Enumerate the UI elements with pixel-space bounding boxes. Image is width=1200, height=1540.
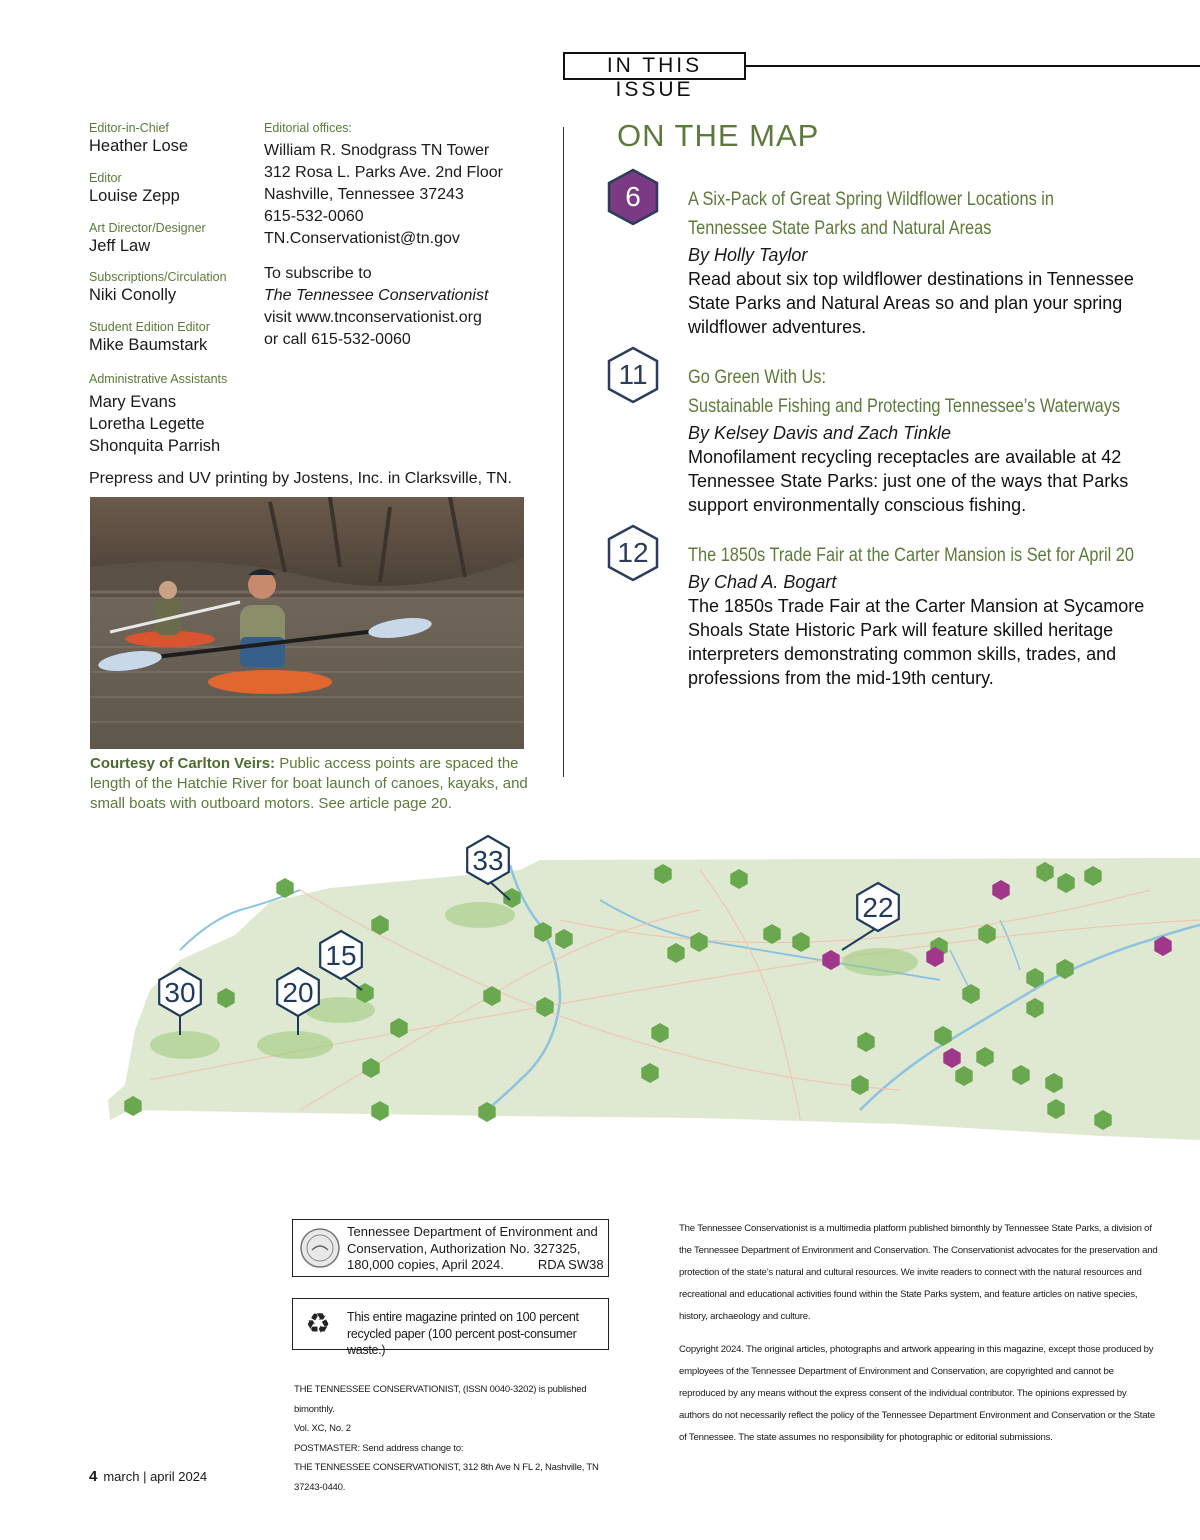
- page-badge-number: 12: [617, 537, 649, 568]
- authorization-line: Tennessee Department of Environment and: [347, 1224, 598, 1239]
- subscribe-phone: or call 615-532-0060: [264, 331, 411, 348]
- offices-email[interactable]: TN.Conservationist@tn.gov: [264, 230, 460, 247]
- masthead-role: Student Edition Editor: [89, 320, 210, 334]
- masthead-subscriptions: [89, 270, 227, 305]
- article-author: By Chad A. Bogart: [688, 572, 837, 592]
- authorization-box: [292, 1219, 609, 1277]
- subscribe-title: The Tennessee Conservationist: [264, 287, 489, 304]
- article-title[interactable]: [688, 185, 1157, 243]
- article-wildflowers: [688, 185, 1158, 339]
- section-label: IN THIS ISSUE: [563, 52, 746, 80]
- article-title-line: Go Green With Us:: [688, 367, 827, 388]
- authorization-line: 180,000 copies, April 2024.: [347, 1257, 504, 1272]
- postal-line: POSTMASTER: Send address change to:: [294, 1442, 464, 1454]
- recycled-text: [347, 1309, 607, 1359]
- offices-line: William R. Snodgrass TN Tower: [264, 142, 490, 159]
- masthead-name: Jeff Law: [89, 237, 151, 255]
- copyright-paragraph: Copyright 2024. The original articles, photographs and artwork appearing in this magazine, except those produced by employees of the Tennessee Department of Environment and Conservation, are copyrighted and cannot be reproduced by any means without the express consent of the individual contributor. The opinions expressed by authors do not necessarily reflect the policy of the Tennessee Department Environment and Conservation or the State of Tennessee. The state assumes no responsibility for photographic or editorial submissions.: [679, 1344, 1155, 1443]
- page-badge-11[interactable]: [607, 346, 659, 404]
- tennessee-map: [0, 830, 1200, 1140]
- article-title[interactable]: [688, 363, 1157, 421]
- masthead-name: Mike Baumstark: [89, 336, 208, 354]
- about-paragraph: The Tennessee Conservationist is a multimedia platform published bimonthly by Tennessee State Parks, a division of the Tennessee Department of Environment and Conservation. The Conservationist advocates for the preservation and protection of the state’s natural and cultural resources. We invite readers to connect with the natural resources and recreational and educational activities found within the State Parks system, and feature articles on native species, history, archaeology and culture.: [679, 1223, 1158, 1322]
- page-badge-number: 6: [625, 181, 641, 212]
- recycle-icon: ♻: [305, 1308, 331, 1339]
- offices-phone: 615-532-0060: [264, 208, 364, 225]
- masthead-student-editor: [89, 320, 210, 355]
- kayak-photo: [90, 497, 524, 749]
- article-title[interactable]: [688, 541, 1157, 570]
- masthead-editor-in-chief: [89, 121, 188, 156]
- park-marker-icon[interactable]: [276, 878, 293, 898]
- photo-caption-text: Public access points are spaced the length of the Hatchie River for boat launch of canoes, kayaks, and small boats with outboard motors. See article page 20.: [90, 755, 528, 812]
- state-seal-icon: [300, 1228, 340, 1268]
- photo-caption: [90, 754, 540, 814]
- postal-line: THE TENNESSEE CONSERVATIONIST, (ISSN 0040-3202) is published bimonthly.: [294, 1384, 587, 1415]
- subscribe-web[interactable]: visit www.tnconservationist.org: [264, 309, 482, 326]
- masthead-art-director: [89, 221, 206, 256]
- postal-line: THE TENNESSEE CONSERVATIONIST, 312 8th Ave N FL 2, Nashville, TN 37243-0440.: [294, 1462, 599, 1493]
- recycled-line: recycled paper (100 percent post-consumer waste.): [347, 1326, 577, 1357]
- article-title-line: Sustainable Fishing and Protecting Tennessee’s Waterways: [688, 396, 1121, 417]
- subscribe-intro: To subscribe to: [264, 265, 372, 282]
- article-trade-fair: [688, 541, 1158, 690]
- page-badge-6[interactable]: [607, 168, 659, 226]
- masthead-name: Heather Lose: [89, 137, 189, 155]
- recycled-paper-box: [292, 1298, 609, 1357]
- article-author: By Holly Taylor: [688, 245, 808, 265]
- masthead-name: Louise Zepp: [89, 187, 180, 205]
- recycled-line: This entire magazine printed on 100 percent: [347, 1310, 579, 1324]
- callout-page-number: 30: [164, 977, 196, 1008]
- postal-line: Vol. XC, No. 2: [294, 1423, 351, 1434]
- masthead-role: Administrative Assistants: [89, 372, 228, 386]
- article-go-green: [688, 363, 1158, 517]
- callout-page-number: 22: [862, 892, 894, 923]
- page-number: 4: [89, 1468, 98, 1485]
- article-summary: Read about six top wildflower destinations in Tennessee State Parks and Natural Areas so and plan your spring wildflower adventures.: [688, 269, 1134, 337]
- article-summary: The 1850s Trade Fair at the Carter Mansion at Sycamore Shoals State Historic Park will feature skilled heritage interpreters demonstrating common skills, trades, and professions from the mid-19th century.: [688, 596, 1145, 688]
- photo-credit: Courtesy of Carlton Veirs:: [90, 755, 276, 772]
- masthead-editor: [89, 171, 180, 206]
- article-title-line: Tennessee State Parks and Natural Areas: [688, 218, 992, 239]
- masthead-name: Shonquita Parrish: [89, 437, 221, 455]
- article-title-line: A Six-Pack of Great Spring Wildflower Locations in: [688, 189, 1054, 210]
- offices-line: 312 Rosa L. Parks Ave. 2nd Floor: [264, 164, 503, 181]
- postal-notice: [294, 1380, 624, 1497]
- page-folio: [89, 1468, 207, 1485]
- offices-line: Nashville, Tennessee 37243: [264, 186, 464, 203]
- callout-page-number: 33: [472, 845, 504, 876]
- page-badge-12[interactable]: [607, 524, 659, 582]
- offices-label: Editorial offices:: [264, 121, 353, 135]
- prepress-note: Prepress and UV printing by Jostens, Inc. in Clarksville, TN.: [89, 470, 512, 487]
- masthead-admin-assistants: [89, 372, 227, 457]
- masthead-name: Loretha Legette: [89, 415, 205, 433]
- masthead-role: Subscriptions/Circulation: [89, 270, 227, 284]
- masthead-role: Art Director/Designer: [89, 221, 206, 235]
- column-divider: [563, 127, 564, 777]
- authorization-line: Conservation, Authorization No. 327325,: [347, 1240, 581, 1256]
- callout-page-number: 20: [282, 977, 314, 1008]
- authorization-text: [347, 1224, 607, 1274]
- masthead-role: Editor-in-Chief: [89, 121, 169, 135]
- masthead-name: Niki Conolly: [89, 286, 177, 304]
- masthead-name: Mary Evans: [89, 393, 177, 411]
- masthead-role: Editor: [89, 171, 122, 185]
- header-rule: [745, 65, 1200, 67]
- on-the-map-heading: ON THE MAP: [617, 118, 820, 153]
- rda-code: RDA SW38: [537, 1257, 604, 1272]
- editorial-offices: [264, 121, 554, 351]
- article-summary: Monofilament recycling receptacles are available at 42 Tennessee State Parks: just one of the ways that Parks support environmentally conscious fishing.: [688, 447, 1129, 515]
- callout-page-number: 15: [325, 940, 357, 971]
- page-badge-number: 11: [618, 359, 648, 390]
- about-publication: [679, 1218, 1159, 1449]
- article-author: By Kelsey Davis and Zach Tinkle: [688, 423, 951, 443]
- issue-date: march | april 2024: [103, 1469, 208, 1484]
- article-title-line: The 1850s Trade Fair at the Carter Mansion is Set for April 20: [688, 545, 1134, 566]
